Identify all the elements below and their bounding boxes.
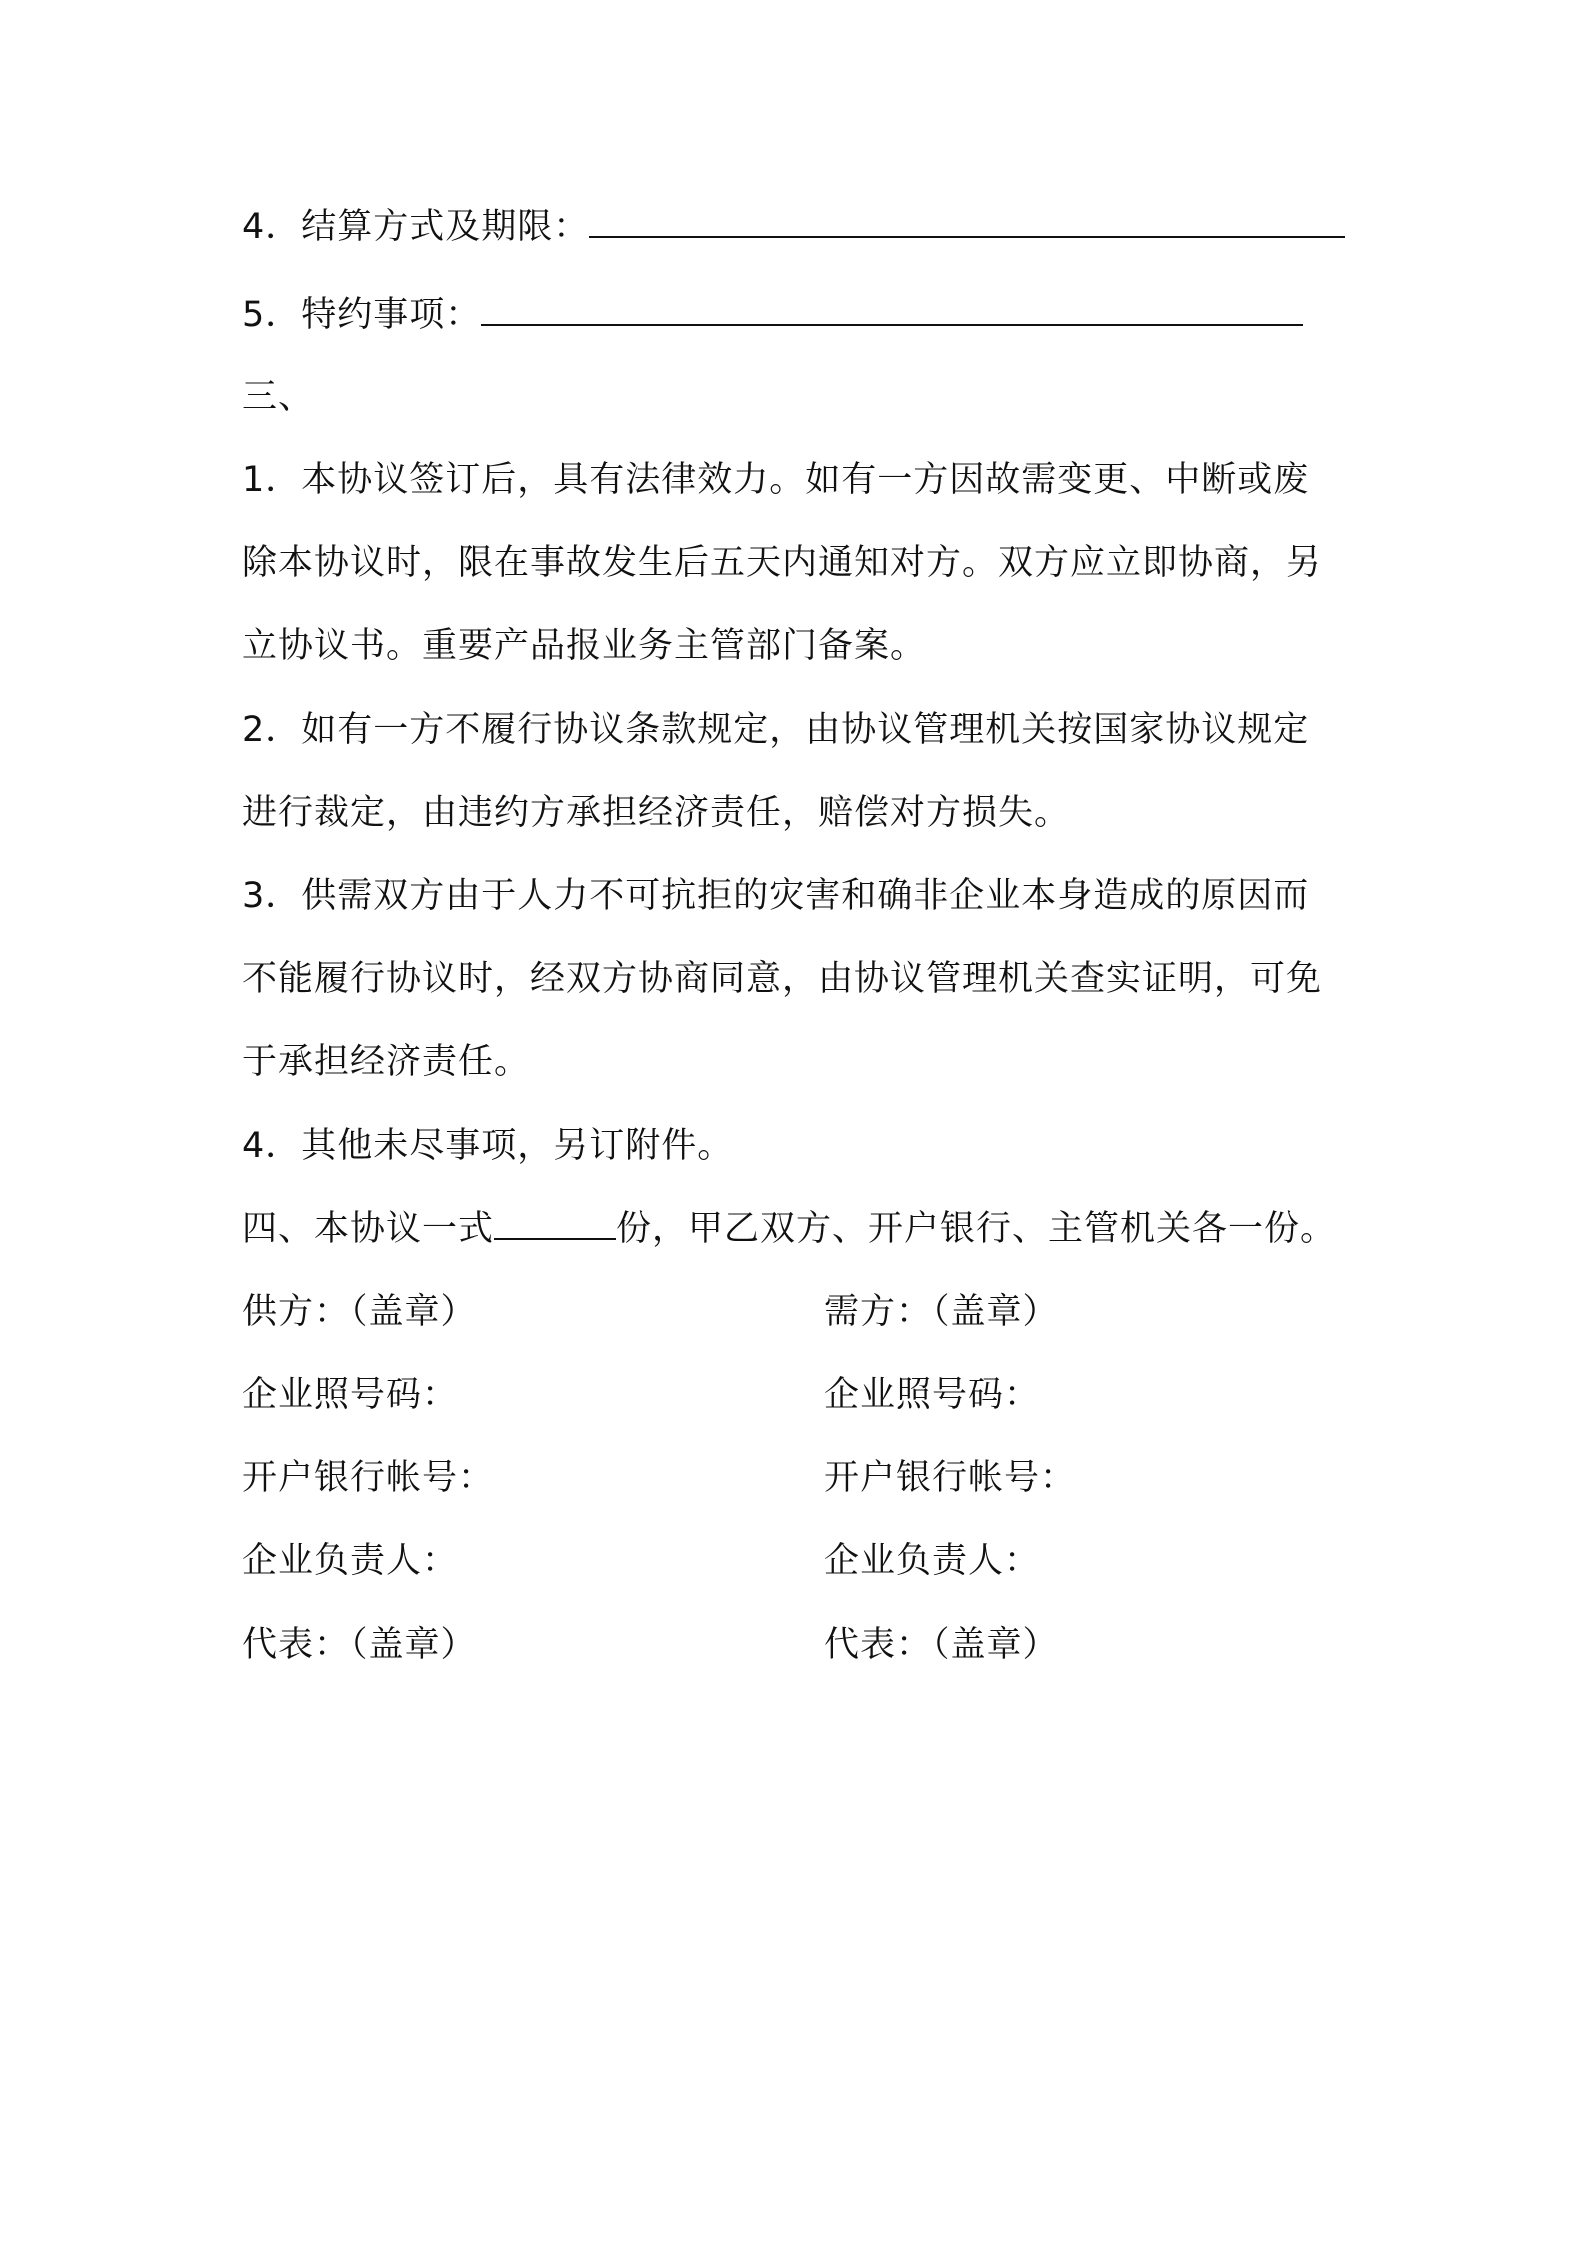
clause-1-line-2: 除本协议时，限在事故发生后五天内通知对方。双方应立即协商，另: [242, 543, 1323, 583]
copies-prefix: 四、本协议一式: [242, 1209, 495, 1249]
clause-1-line-3: 立协议书。重要产品报业务主管部门备案。: [242, 626, 927, 666]
settlement-label: 4．结算方式及期限：: [242, 207, 590, 247]
supplier-person-in-charge: 企业负责人：: [242, 1541, 459, 1581]
settlement-line: [242, 205, 1345, 249]
clause-2-line-1: 2．如有一方不履行协议条款规定，由协议管理机关按国家协议规定: [242, 710, 1310, 750]
buyer-representative: 代表：（盖章）: [824, 1625, 1059, 1665]
special-terms-blank: [481, 294, 1303, 326]
copies-blank: [494, 1208, 616, 1240]
copies-suffix: 份，甲乙双方、开户银行、主管机关各一份。: [616, 1209, 1337, 1249]
buyer-bank-account: 开户银行帐号：: [824, 1458, 1077, 1498]
buyer-seal: 需方：（盖章）: [824, 1292, 1059, 1332]
section-three-heading: 三、: [242, 377, 315, 417]
clause-2-line-2: 进行裁定，由违约方承担经济责任，赔偿对方损失。: [242, 793, 1071, 833]
clause-1-line-1: 1．本协议签订后，具有法律效力。如有一方因故需变更、中断或废: [242, 460, 1310, 500]
clause-3-line-1: 3．供需双方由于人力不可抗拒的灾害和确非企业本身造成的原因而: [242, 876, 1310, 916]
buyer-person-in-charge: 企业负责人：: [824, 1541, 1041, 1581]
clause-4: 4．其他未尽事项，另订附件。: [242, 1126, 734, 1166]
clause-3-line-3: 于承担经济责任。: [242, 1042, 531, 1082]
section-four-line: [242, 1207, 1336, 1251]
special-terms-label: 5．特约事项：: [242, 295, 482, 335]
special-terms-line: [242, 293, 1303, 337]
supplier-representative: 代表：（盖章）: [242, 1625, 477, 1665]
supplier-seal: 供方：（盖章）: [242, 1292, 477, 1332]
buyer-license-no: 企业照号码：: [824, 1375, 1041, 1415]
supplier-license-no: 企业照号码：: [242, 1375, 459, 1415]
supplier-bank-account: 开户银行帐号：: [242, 1458, 495, 1498]
settlement-blank: [589, 206, 1345, 238]
clause-3-line-2: 不能履行协议时，经双方协商同意，由协议管理机关查实证明，可免: [242, 959, 1323, 999]
